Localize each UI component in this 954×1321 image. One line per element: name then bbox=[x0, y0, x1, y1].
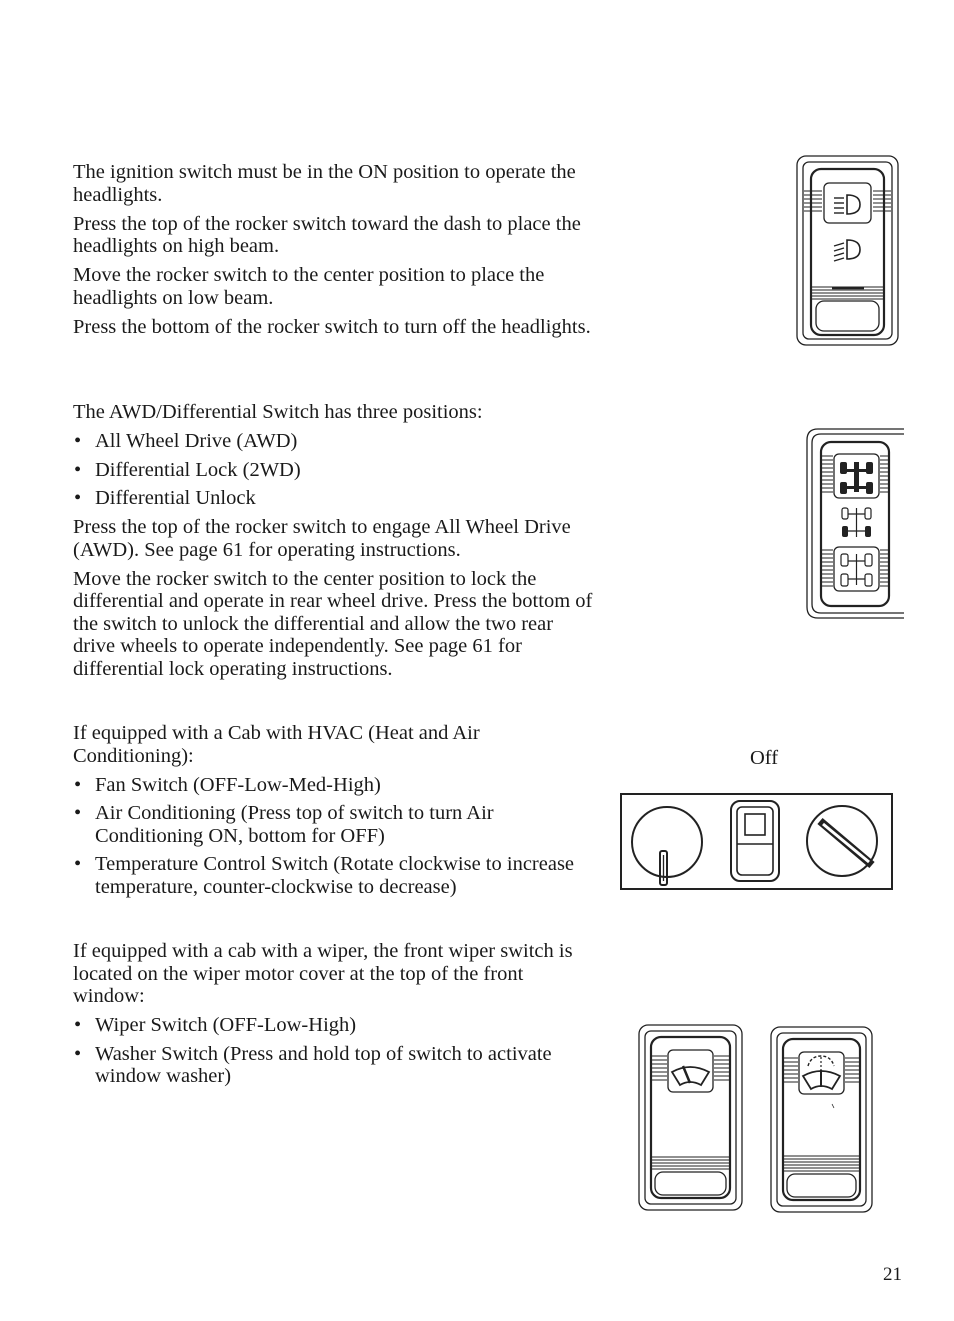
list-item: • Differential Unlock bbox=[73, 487, 598, 510]
list-item: • Temperature Control Switch (Rotate clockwise to increase temperature, counter-clockwise to decrease) bbox=[73, 853, 598, 898]
awd-paragraph-2: Move the rocker switch to the center position to lock the differential and operate in rear wheel drive. Press the bottom of the switch to unlock the differential and allow the two rear drive wheels to operate independently. See page 61 for differential lock operating instructions. bbox=[73, 567, 593, 680]
list-item: • Air Conditioning (Press top of switch to turn Air Conditioning ON, bottom for OFF) bbox=[73, 802, 598, 847]
wiper-items-list bbox=[73, 1014, 598, 1088]
awd-section bbox=[73, 401, 598, 687]
list-item: • Differential Lock (2WD) bbox=[73, 459, 598, 482]
list-item: • Washer Switch (Press and hold top of switch to activate window washer) bbox=[73, 1043, 598, 1088]
awd-paragraph-1: Press the top of the rocker switch to engage All Wheel Drive (AWD). See page 61 for operating instructions. bbox=[73, 516, 571, 561]
awd-differential-rocker-switch-icon bbox=[806, 428, 904, 620]
list-item: • Fan Switch (OFF-Low-Med-High) bbox=[73, 774, 598, 797]
list-item: • All Wheel Drive (AWD) bbox=[73, 430, 598, 453]
headlights-section bbox=[73, 161, 598, 345]
wiper-intro: If equipped with a cab with a wiper, the front wiper switch is located on the wiper motor cover at the top of the front window: bbox=[73, 940, 573, 1007]
hvac-intro: If equipped with a Cab with HVAC (Heat and Air Conditioning): bbox=[73, 722, 480, 767]
hvac-control-panel-icon bbox=[620, 793, 894, 891]
headlights-paragraph-4: Press the bottom of the rocker switch to turn off the headlights. bbox=[73, 315, 591, 338]
awd-positions-list bbox=[73, 430, 598, 510]
headlights-paragraph-1: The ignition switch must be in the ON position to operate the headlights. bbox=[73, 161, 576, 206]
wiper-section bbox=[73, 940, 598, 1094]
washer-switch-icon bbox=[770, 1026, 874, 1214]
awd-intro: The AWD/Differential Switch has three positions: bbox=[73, 401, 483, 423]
hvac-section bbox=[73, 722, 598, 905]
page-number: 21 bbox=[883, 1264, 902, 1285]
hvac-figure-label: Off bbox=[750, 747, 779, 769]
list-item: • Wiper Switch (OFF-Low-High) bbox=[73, 1014, 598, 1037]
headlight-rocker-switch-icon bbox=[796, 155, 900, 347]
headlights-paragraph-3: Move the rocker switch to the center position to place the headlights on low beam. bbox=[73, 264, 545, 309]
wiper-switch-icon bbox=[638, 1024, 744, 1212]
headlights-paragraph-2: Press the top of the rocker switch toward the dash to place the headlights on high beam. bbox=[73, 212, 581, 257]
hvac-items-list bbox=[73, 774, 598, 899]
